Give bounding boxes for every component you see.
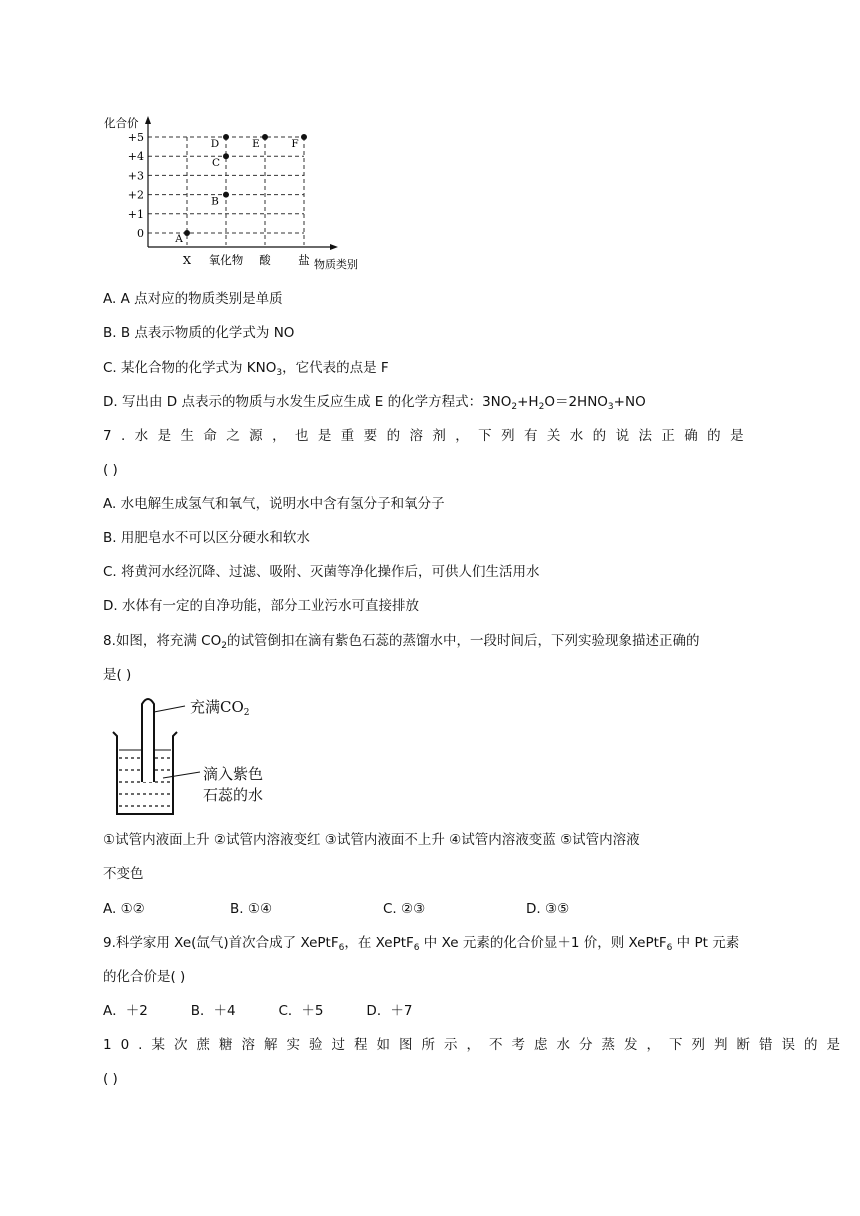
q7-option-d: D. 水体有一定的自净功能，部分工业污水可直接排放 [103,598,419,614]
q7-paren: ( ) [103,462,118,478]
q8-option-c: C. ②③ [383,901,426,917]
y-tick-label: +1 [127,207,144,221]
point-label: B [211,195,219,208]
point-C [223,153,229,159]
q7-option-a: A. 水电解生成氢气和氧气，说明水中含有氢分子和氧分子 [103,496,445,512]
q10-paren: ( ) [103,1071,118,1087]
q9-stem: 9.科学家用 Xe(氙气)首次合成了 XePtF$_6$，在 XePtF$_6$ 中 Xe 元素的化合价显＋1 价，则 XePtF$_6$ 中 Pt 元素 [103,935,740,953]
point-label: C [211,157,221,170]
point-label: D [210,138,220,150]
fig-label-litmus-2: 石蕊的水 [203,786,264,804]
q6-option-a: A. A 点对应的物质类别是单质 [103,291,283,307]
q7-option-c: C. 将黄河水经沉降、过滤、吸附、灭菌等净化操作后，可供人们生活用水 [103,564,540,580]
y-tick-label: +5 [127,131,144,144]
valence-chart [100,110,390,275]
q6-option-d: D. 写出由 D 点表示的物质与水发生反应生成 E 的化学方程式：$3NO_2+H_2O=2HNO_3+NO$ [103,394,646,412]
point-B [223,192,229,198]
q8-stem-line2: 是( ) [103,667,132,683]
q6-option-b: B. B 点表示物质的化学式为 NO [103,325,295,341]
point-D [223,134,229,140]
q9-options: A．＋2 B．＋4 C．＋5 D．＋7 [103,1003,413,1019]
y-tick-label: 0 [137,227,144,240]
point-E [262,134,268,140]
x-tick-label: X [182,253,192,267]
q10-stem: 10.某次蔗糖溶解实验过程如图所示，不考虑水分蒸发，下列判断错误的是 [103,1037,849,1053]
q8-items-line2: 不变色 [103,866,144,882]
q8-stem: 8.如图，将充满 $CO_2$的试管倒扣在滴有紫色石蕊的蒸馏水中，一段时间后，下列实验现象描述正确的 [103,633,700,651]
q7-stem: 7.水是生命之源，也是重要的溶剂，下列有关水的说法正确的是 [103,428,753,444]
point-label: E [252,138,260,150]
y-tick-label: +3 [127,169,144,183]
q8-option-b: B. ①④ [230,901,273,917]
x-tick-label: 氧化物 [208,253,244,267]
point-label: A [175,233,183,245]
chart-ticks [104,116,358,271]
x-tick-label: 酸 [259,253,271,267]
x-axis-arrow [330,244,338,250]
fig-label-litmus-1: 滴入紫色 [203,765,264,783]
q7-option-b: B. 用肥皂水不可以区分硬水和软水 [103,530,310,546]
chart-axes [145,116,338,250]
fig-label-co2: 充满$CO_2$ [190,698,250,718]
x-tick-label: 盐 [298,253,310,267]
y-tick-label: +2 [127,188,144,202]
y-axis-arrow [145,116,151,124]
x-axis-title: 物质类别 [314,258,358,271]
q8-option-a: A. ①② [103,901,145,917]
chart-points [174,134,307,245]
point-F [301,134,307,140]
q6-option-c: C. 某化合物的化学式为 $KNO_3$，它代表的点是 F [103,360,389,378]
q8-option-d: D. ③⑤ [526,901,570,917]
y-tick-label: +4 [127,150,144,164]
q8-items-line1: ①试管内液面上升 ②试管内溶液变红 ③试管内液面不上升 ④试管内溶液变蓝 ⑤试管内溶液 [103,832,640,848]
point-A [184,230,190,236]
point-label: F [291,138,299,150]
y-axis-title: 化合价 [104,116,139,130]
q9-stem-line2: 的化合价是( ) [103,969,186,985]
